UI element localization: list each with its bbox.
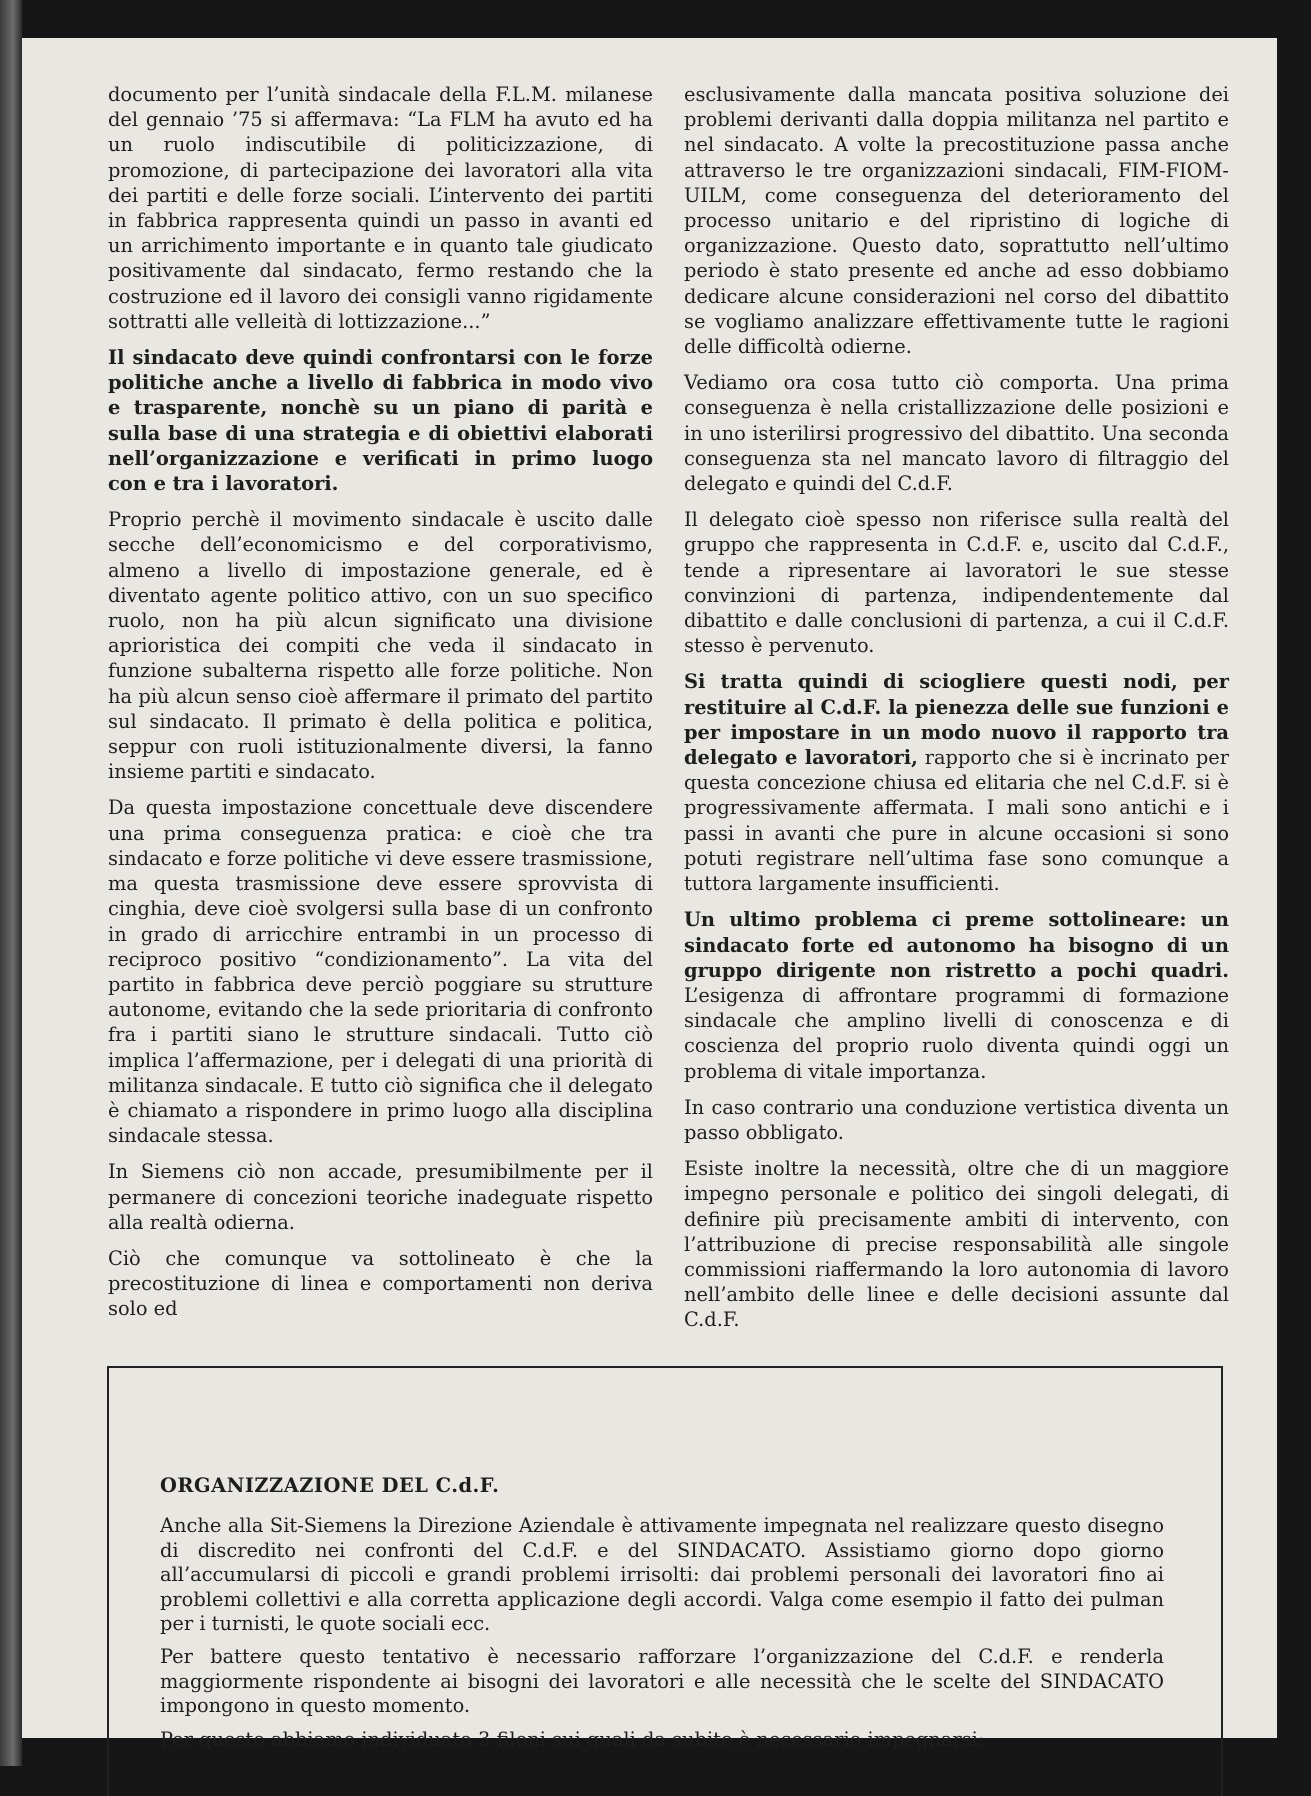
paragraph: In Siemens ciò non accade, presumibilmente per il permanere di concezioni teoriche inadeguate rispetto alla realtà odierna. bbox=[108, 1160, 653, 1234]
box-paragraph: Per questo abbiamo individuato 3 filoni sui quali da subito è necessario impegnarsi: bbox=[160, 1727, 985, 1751]
boxed-section bbox=[107, 1366, 1223, 1796]
paragraph: Esiste inoltre la necessità, oltre che di un maggiore impegno personale e politico dei singoli delegati, di definire più precisamente ambiti di intervento, con l’attribuzione di precise responsabilità alle singole commissioni riaffermando la loro autonomia di lavoro nell’ambito delle linee e delle decisioni assunte dal C.d.F. bbox=[684, 1157, 1229, 1332]
paragraph: Il delegato cioè spesso non riferisce sulla realtà del gruppo che rappresenta in C.d.F. e, uscito dal C.d.F., tende a ripresentare ai lavoratori le sue stesse convinzioni di partenza, indipendentemente dal dibattito e dalle conclusioni di partenza, a cui il C.d.F. stesso è pervenuto. bbox=[684, 508, 1229, 658]
book-spine-edge bbox=[0, 0, 22, 1766]
paragraph-mixed bbox=[684, 907, 1229, 1083]
boxed-section-content bbox=[160, 1474, 1164, 1761]
paragraph-mixed bbox=[684, 669, 1229, 896]
bold-lead: Un ultimo problema ci preme sottolineare: un sindacato forte ed autonomo ha bisogno di un gruppo dirigente non ristretto a pochi quadri. bbox=[684, 908, 1229, 982]
bold-lead: Si tratta quindi di sciogliere questi nodi, per restituire al C.d.F. la pienezza delle sue funzioni e per impostare in un modo nuovo il rapporto tra delegato e lavoratori, bbox=[684, 670, 1229, 770]
right-text-column bbox=[684, 82, 1229, 1344]
left-text-column bbox=[108, 82, 653, 1333]
box-paragraph: Anche alla Sit-Siemens la Direzione Aziendale è attivamente impegnata nel realizzare questo disegno di discredito nei confronti del C.d.F. e del SINDACATO. Assistiamo giorno dopo giorno all’accumularsi di piccoli e grandi problemi irrisolti: dai problemi personali dei lavoratori fino ai problemi collettivi e alla corretta applicazione degli accordi. Valga come esempio il fatto dei pulman per i turnisti, le quote sociali ecc. bbox=[160, 1514, 1164, 1636]
paragraph-rest: L’esigenza di affrontare programmi di formazione sindacale che amplino livelli di conoscenza e di coscienza del proprio ruolo diventa quindi oggi un problema di vitale importanza. bbox=[684, 983, 1229, 1083]
paragraph: Ciò che comunque va sottolineato è che la precostituzione di linea e comportamenti non deriva solo ed bbox=[108, 1246, 653, 1321]
box-paragraph: Per battere questo tentativo è necessario rafforzare l’organizzazione del C.d.F. e renderla maggiormente rispondente ai bisogni dei lavoratori e alle necessità che le scelte del SINDACATO impongono in questo momento. bbox=[160, 1645, 1164, 1718]
document-page bbox=[22, 38, 1277, 1751]
paragraph: In caso contrario una conduzione vertistica diventa un passo obbligato. bbox=[684, 1095, 1229, 1144]
paragraph: esclusivamente dalla mancata positiva soluzione dei problemi derivanti dalla doppia militanza nel partito e nel sindacato. A volte la precostituzione passa anche attraverso le tre organizzazioni sindacali, FIM-FIOM-UILM, come conseguenza del deterioramento del processo unitario e del ripristino di logiche di organizzazione. Questo dato, soprattutto nell’ultimo periodo è stato presente ed anche ad esso dobbiamo dedicare alcune considerazioni nel corso del dibattito se vogliamo analizzare effettivamente tutte le ragioni delle difficoltà odierne. bbox=[684, 83, 1229, 359]
paragraph: Proprio perchè il movimento sindacale è uscito dalle secche dell’economicismo e del corporativismo, almeno a livello di impostazione generale, ed è diventato agente politico attivo, con un suo specifico ruolo, non ha più alcun significato una divisione aprioristica dei compiti che veda il sindacato in funzione subalterna rispetto alle forze politiche. Non ha più alcun senso cioè affermare il primato del partito sul sindacato. Il primato è della politica e politica, seppur con ruoli istituzionalmente diversi, la fanno insieme partiti e sindacato. bbox=[108, 508, 653, 784]
paragraph: Vediamo ora cosa tutto ciò comporta. Una prima conseguenza è nella cristallizzazione delle posizioni e in uno isterilirsi progressivo del dibattito. Una seconda conseguenza sta nel mancato lavoro di filtraggio del delegato e quindi del C.d.F. bbox=[684, 371, 1229, 496]
paragraph: documento per l’unità sindacale della F.L.M. milanese del gennaio ’75 si affermava: “La FLM ha avuto ed ha un ruolo indiscutibile di politicizzazione, di promozione, di partecipazione dei lavoratori alla vita dei partiti e delle forze sociali. L’intervento dei partiti in fabbrica rappresenta quindi un passo in avanti ed un arrichimento importante e in quanto tale giudicato positivamente dal sindacato, fermo restando che la costruzione ed il lavoro dei consigli vanno rigidamente sottratti alle velleità di lottizzazione...” bbox=[108, 83, 653, 333]
paragraph-bold: Il sindacato deve quindi confrontarsi con le forze politiche anche a livello di fabbrica in modo vivo e trasparente, nonchè su un piano di parità e sulla base di una strategia e di obiettivi elaborati nell’organizzazione e verificati in primo luogo con e tra i lavoratori. bbox=[108, 346, 653, 496]
section-title: ORGANIZZAZIONE DEL C.d.F. bbox=[160, 1474, 500, 1497]
paragraph: Da questa impostazione concettuale deve discendere una prima conseguenza pratica: e cioè che tra sindacato e forze politiche vi deve essere trasmissione, ma questa trasmissione deve essere sprovvista di cinghia, deve cioè svolgersi sulla base di un confronto in grado di arricchire entrambi in un processo di reciproco positivo “condizionamento”. La vita del partito in fabbrica deve perciò poggiare su strutture autonome, evitando che la sede prioritaria di confronto fra i partiti siano le strutture sindacali. Tutto ciò implica l’affermazione, per i delegati di una priorità di militanza sindacale. E tutto ciò significa che il delegato è chiamato a rispondere in primo luogo alla disciplina sindacale stessa. bbox=[108, 796, 653, 1148]
paragraph-rest: rapporto che si è incrinato per questa concezione chiusa ed elitaria che nel C.d.F. si è progressivamente affermata. I mali sono antichi e i passi in avanti che pure in alcune occasioni si sono potuti registrare nell’ultima fase sono comunque a tuttora largamente insufficienti. bbox=[684, 746, 1229, 896]
